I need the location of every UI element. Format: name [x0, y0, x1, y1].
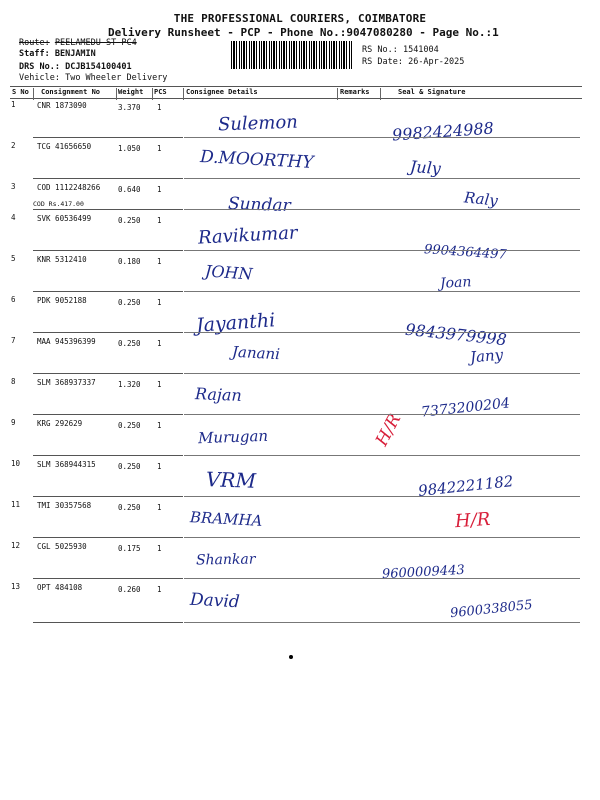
- row-sno: 7: [11, 336, 16, 345]
- col-sno: S No: [12, 88, 29, 96]
- staff-label: Staff:: [19, 49, 50, 59]
- row-sno: 2: [11, 141, 16, 150]
- col-divider: [33, 88, 34, 100]
- consignee-signature: Murugan: [197, 426, 269, 448]
- receiver-handwritten-note: 9600338055: [449, 597, 534, 622]
- remark-stamp: H/R: [454, 508, 492, 533]
- rs-date-label: RS Date:: [362, 57, 403, 67]
- row-weight: 0.250: [118, 462, 141, 471]
- row-sno: 13: [11, 582, 21, 591]
- row-rule: [184, 622, 580, 623]
- route-value: PEELAMEDU ST PC4: [54, 38, 137, 48]
- row-rule: [33, 291, 183, 292]
- row-cod-amount: COD Rs.417.00: [33, 200, 84, 208]
- row-rule: [184, 291, 580, 292]
- consignee-signature: Ravikumar: [197, 222, 299, 249]
- row-sno: 4: [11, 213, 16, 222]
- row-consignment: OPT 484108: [37, 583, 83, 592]
- receiver-handwritten-note: July: [409, 156, 442, 179]
- row-weight: 1.320: [118, 380, 141, 389]
- row-pcs: 1: [157, 421, 162, 430]
- row-consignment: MAA 945396399: [37, 337, 96, 346]
- consignee-signature: Sulemon: [217, 111, 299, 136]
- row-weight: 0.250: [118, 339, 141, 348]
- row-pcs: 1: [157, 185, 162, 194]
- receiver-handwritten-note: 7373200204: [420, 395, 511, 421]
- row-pcs: 1: [157, 503, 162, 512]
- row-consignment: CNR 1873090: [37, 101, 87, 110]
- row-pcs: 1: [157, 216, 162, 225]
- row-sno: 9: [11, 418, 16, 427]
- col-divider: [183, 88, 184, 100]
- consignee-signature: BRAMHA: [189, 508, 263, 530]
- rs-date-line: [362, 57, 464, 67]
- table-top-rule: [10, 86, 582, 87]
- remark-stamp: H/R: [372, 410, 406, 450]
- row-pcs: 1: [157, 462, 162, 471]
- consignee-signature: Janani: [231, 342, 281, 364]
- row-weight: 0.260: [118, 585, 141, 594]
- row-rule: [33, 137, 183, 138]
- row-rule: [33, 332, 183, 333]
- col-divider: [380, 88, 381, 100]
- col-consignment: Consignment No: [41, 88, 101, 96]
- row-rule: [184, 250, 580, 251]
- receiver-handwritten-note: 9842221182: [417, 472, 515, 500]
- row-rule: [184, 496, 580, 497]
- row-weight: 0.640: [118, 185, 141, 194]
- row-pcs: 1: [157, 544, 162, 553]
- consignee-signature: D.MOORTHY: [199, 147, 315, 173]
- row-consignment: TMI 30357568: [37, 501, 92, 510]
- route-line: [19, 38, 137, 48]
- rs-date-value: 26-Apr-2025: [408, 57, 465, 67]
- staff-line: [19, 49, 96, 59]
- row-weight: 0.250: [118, 503, 141, 512]
- row-consignment: TCG 41656650: [37, 142, 92, 151]
- row-pcs: 1: [157, 380, 162, 389]
- col-pcs: PCS: [154, 88, 167, 96]
- row-weight: 1.050: [118, 144, 141, 153]
- row-rule: [184, 332, 580, 333]
- row-weight: 3.370: [118, 103, 141, 112]
- table-header: [10, 88, 582, 98]
- vehicle-value: Two Wheeler Delivery: [65, 73, 168, 83]
- receiver-handwritten-note: 9904364497: [423, 242, 508, 263]
- row-rule: [184, 209, 580, 210]
- row-weight: 0.250: [118, 216, 141, 225]
- receiver-handwritten-note: 9982424988: [391, 118, 495, 145]
- rs-no-value: 1541004: [402, 45, 439, 55]
- drs-line: [19, 62, 132, 72]
- row-rule: [184, 537, 580, 538]
- row-consignment: SLM 368937337: [37, 378, 96, 387]
- row-rule: [184, 373, 580, 374]
- col-remarks: Remarks: [340, 88, 370, 96]
- col-consignee: Consignee Details: [186, 88, 258, 96]
- row-rule: [33, 373, 183, 374]
- row-sno: 5: [11, 254, 16, 263]
- row-weight: 0.175: [118, 544, 141, 553]
- row-consignment: SVK 60536499: [37, 214, 92, 223]
- col-divider: [116, 88, 117, 100]
- row-rule: [33, 578, 183, 579]
- col-divider: [337, 88, 338, 100]
- receiver-handwritten-note: 9843979998: [404, 319, 508, 350]
- row-consignment: COD 1112248266: [37, 183, 101, 192]
- drs-value: DCJB154100401: [65, 62, 132, 72]
- receiver-handwritten-note: 9600009443: [381, 562, 466, 583]
- row-sno: 12: [11, 541, 21, 550]
- runsheet-company-title: THE PROFESSIONAL COURIERS, COIMBATORE: [173, 12, 427, 25]
- receiver-handwritten-note: Jany: [469, 345, 504, 367]
- row-rule: [33, 209, 183, 210]
- row-rule: [33, 537, 183, 538]
- row-pcs: 1: [157, 585, 162, 594]
- row-rule: [33, 455, 183, 456]
- row-sno: 1: [11, 100, 16, 109]
- row-sno: 6: [11, 295, 16, 304]
- row-consignment: KRG 292629: [37, 419, 83, 428]
- row-weight: 0.250: [118, 421, 141, 430]
- row-rule: [184, 414, 580, 415]
- receiver-handwritten-note: Raly: [463, 188, 499, 210]
- row-rule: [33, 622, 183, 623]
- row-pcs: 1: [157, 257, 162, 266]
- row-sno: 11: [11, 500, 21, 509]
- barcode-image: [231, 41, 352, 69]
- receiver-handwritten-note: Joan: [439, 274, 472, 292]
- consignee-signature: Jayanthi: [195, 309, 276, 337]
- table-header-rule: [10, 98, 582, 99]
- col-divider: [152, 88, 153, 100]
- row-weight: 0.180: [118, 257, 141, 266]
- ink-dot: [289, 655, 293, 659]
- consignee-signature: Sundar: [227, 193, 292, 217]
- rs-no-label: RS No.:: [362, 45, 398, 55]
- row-pcs: 1: [157, 339, 162, 348]
- row-consignment: CGL 5025930: [37, 542, 87, 551]
- staff-value: BENJAMIN: [54, 49, 96, 59]
- runsheet-subtitle: Delivery Runsheet - PCP - Phone No.:9047080280 - Page No.:1: [108, 26, 499, 39]
- drs-label: DRS No.:: [19, 62, 60, 72]
- rs-no-line: [362, 45, 439, 55]
- row-weight: 0.250: [118, 298, 141, 307]
- row-rule: [184, 578, 580, 579]
- col-seal: Seal & Signature: [398, 88, 466, 96]
- col-weight: Weight: [118, 88, 144, 96]
- row-rule: [33, 414, 183, 415]
- consignee-signature: David: [189, 589, 241, 613]
- row-sno: 8: [11, 377, 16, 386]
- vehicle-label: Vehicle:: [19, 73, 60, 83]
- row-pcs: 1: [157, 103, 162, 112]
- row-rule: [33, 250, 183, 251]
- consignee-signature: JOHN: [204, 261, 254, 284]
- row-consignment: PDK 9052188: [37, 296, 87, 305]
- row-rule: [184, 455, 580, 456]
- row-rule: [184, 137, 580, 138]
- row-consignment: SLM 368944315: [37, 460, 96, 469]
- route-label: Route:: [19, 38, 50, 48]
- consignee-signature: VRM: [205, 467, 257, 493]
- row-pcs: 1: [157, 298, 162, 307]
- row-sno: 10: [11, 459, 21, 468]
- row-rule: [33, 496, 183, 497]
- row-consignment: KNR 5312410: [37, 255, 87, 264]
- row-rule: [33, 178, 183, 179]
- vehicle-line: [19, 73, 167, 83]
- row-rule: [184, 178, 580, 179]
- consignee-signature: Shankar: [195, 551, 256, 569]
- row-pcs: 1: [157, 144, 162, 153]
- row-sno: 3: [11, 182, 16, 191]
- consignee-signature: Rajan: [194, 384, 243, 405]
